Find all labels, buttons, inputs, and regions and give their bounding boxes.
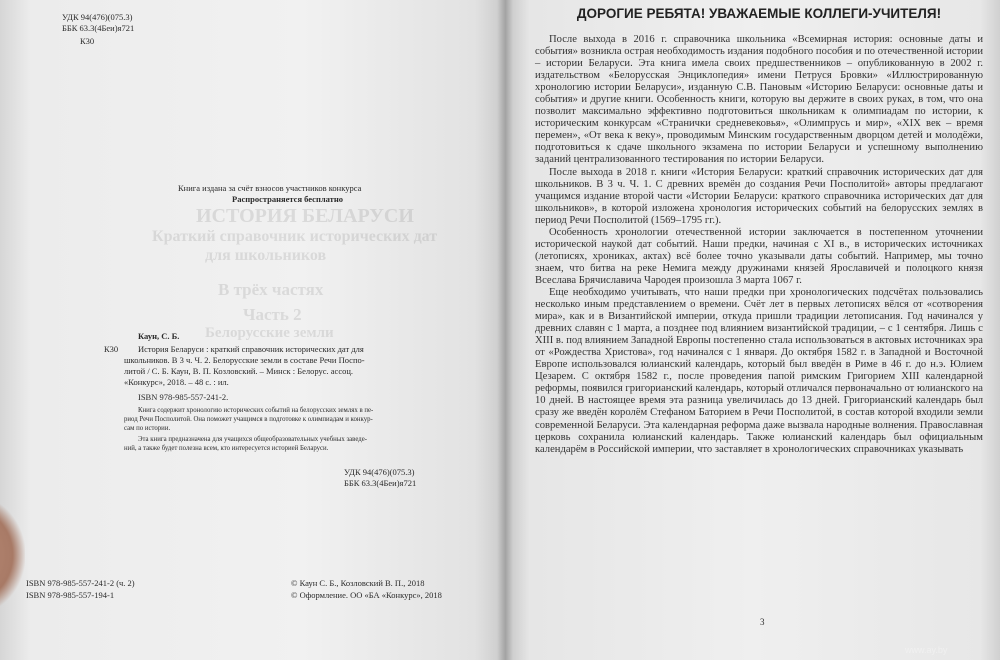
abstract-line: Книга содержит хронологию исторических событий на белорусских землях в пе- — [138, 407, 374, 414]
abstract-line: сам по истории. — [124, 425, 171, 432]
book-gutter — [497, 0, 513, 660]
abstract-line: риод Речи Посполитой. Она поможет учащимся в подготовке к олимпиадам и конкур- — [124, 416, 373, 423]
author-index: К30 — [80, 36, 95, 46]
abstract-line: Эта книга предназначена для учащихся общеобразовательных учебных заведе- — [138, 436, 367, 443]
bbk-bottom: ББК 63.3(4Беи)я721 — [344, 478, 417, 488]
free-distribution-note: Распространяется бесплатно — [232, 194, 343, 204]
bib-author: Каун, С. Б. — [138, 331, 180, 341]
preface-paragraph: Особенность хронологии отечественной истории заключается в постепенном уточнении исторической наукой дат событий. Наши предки, начиная с XI в., в исторических источниках (летописях, хрониках, актах) всё более точно указывали даты событий. Например, мы точно знаем, что битва на реке Немига между дружинами князей Ярославичей и полоцкого князя Всеслава Брячиславича Чародея произошла 3 марта 1067 г. — [535, 226, 983, 286]
isbn-set: ISBN 978-985-557-194-1 — [26, 590, 115, 600]
bbk-code: ББК 63.3(4Беи)я721 — [62, 23, 135, 33]
bib-isbn: ISBN 978-985-557-241-2. — [138, 392, 229, 402]
copyright-design: © Оформление. ОО «БА «Конкурс», 2018 — [291, 590, 442, 600]
show-through-parts: В трёх частях — [218, 280, 324, 299]
show-through-subtitle: Краткий справочник исторических дат — [152, 228, 438, 245]
watermark: www.ay.by — [905, 645, 948, 655]
bib-line: История Беларуси : краткий справочник исторических дат для — [138, 344, 364, 354]
preface-paragraph: После выхода в 2018 г. книги «История Беларуси: краткий справочник исторических дат для школьников. В 3 ч. Ч. 1. С древних времён до создания Речи Посполитой» авторы предлагают учащимся издание второй части «Истории Беларуси: краткого справочника исторических дат для школьников», в которой изложена хронология исторических событий на белорусских землях в период Речи Посполитой (1569–1795 гг.). — [535, 166, 983, 226]
bib-line: «Конкурс», 2018. – 48 с. : ил. — [124, 377, 229, 387]
funding-note: Книга издана за счёт взносов участников конкурса — [178, 183, 362, 193]
udk-code: УДК 94(476)(075.3) — [62, 12, 133, 22]
show-through-title: ИСТОРИЯ БЕЛАРУСИ — [196, 205, 414, 227]
bib-line: школьников. В 3 ч. Ч. 2. Белорусские земли в составе Речи Поспо- — [124, 355, 365, 365]
preface-paragraph: Еще необходимо учитывать, что наши предки при хронологических подсчётах пользовались несколько иным представлением о времени. Счёт лет в первых летописях вёлся от «сотворения мира», как и в Византийской империи, откуда пришли традиции летописания. Год начинался у древних славян с 1 марта, а позднее под влиянием византийской традиции, – с 1 сентября. Лишь с XIII в. под влиянием Западной Европы постепенно стала использоваться в актовых источниках эра от «Рождества Христова», год начинался с 1 января. До октября 1582 г. в Западной и Восточной Европе использовался юлианский календарь, который был введён в Риме в 46 г. до н.э. Юлием Цезарем. С октября 1582 г., после проведения папой римским Григорием XIII календарной реформы, появился григорианский календарь, который отличался первоначально от юлианского на 10 дней. В настоящее время эта разница увеличилась до 13 дней. Григорианский календарь был сразу же введён королём Стефаном Баторием в Речи Посполитой, в состав которой входили земли современной Беларуси. Эта календарная реформа даже вызвала народные волнения. Православная церковь сохранила юлианский календарь. Также юлианский календарь был официальным календарём в Российской империи, что заставляет в хронологических справочниках указывать — [535, 286, 983, 455]
udk-bottom: УДК 94(476)(075.3) — [344, 467, 415, 477]
isbn-part: ISBN 978-985-557-241-2 (ч. 2) — [26, 578, 135, 588]
page-heading: ДОРОГИЕ РЕБЯТА! УВАЖАЕМЫЕ КОЛЛЕГИ-УЧИТЕЛЯ! — [576, 6, 942, 21]
show-through-audience: для школьников — [205, 247, 327, 264]
page-number: 3 — [760, 617, 765, 627]
thumb — [0, 495, 25, 615]
show-through-part: Часть 2 — [243, 305, 302, 324]
show-through-section: Белорусские земли — [205, 325, 334, 341]
preface-paragraph: После выхода в 2016 г. справочника школьника «Всемирная история: основные даты и события» возникла острая необходимость издания подобного пособия и по отечественной истории – истории Беларуси. Эта книга имела своих предшественников – опубликованную в 2002 г. издательством «Белорусская Энциклопедия» имени Петруся Бровки» «Иллюстрированную хронологию истории Беларуси», изданную С.В. Пановым «Историю Беларуси: основные даты и события» и другие книги. Особенность книги, которую вы держите в своих руках, в том, что она позволит максимально эффективно подготовиться школьникам к олимпиадам по истории, к историческим конкурсам «Странички средневековья», «Олимпрусь и мир», «XIX век – время перемен», «От века к веку», проводимым Минским государственным дворцом детей и молодёжи, подготовиться к сдаче школьного экзамена по истории Беларуси и успешному выполнению заданий централизованного тестирования по истории Беларуси. — [535, 34, 983, 166]
copyright-authors: © Каун С. Б., Козловский В. П., 2018 — [291, 578, 425, 588]
bib-line: литой / С. Б. Каун, В. П. Козловский. – Минск : Белорус. ассоц. — [124, 366, 354, 376]
abstract-line: ний, а также будет полезна всем, кто интересуется историей Беларуси. — [124, 445, 329, 452]
preface-text — [535, 34, 983, 456]
bib-index: К30 — [104, 344, 119, 354]
